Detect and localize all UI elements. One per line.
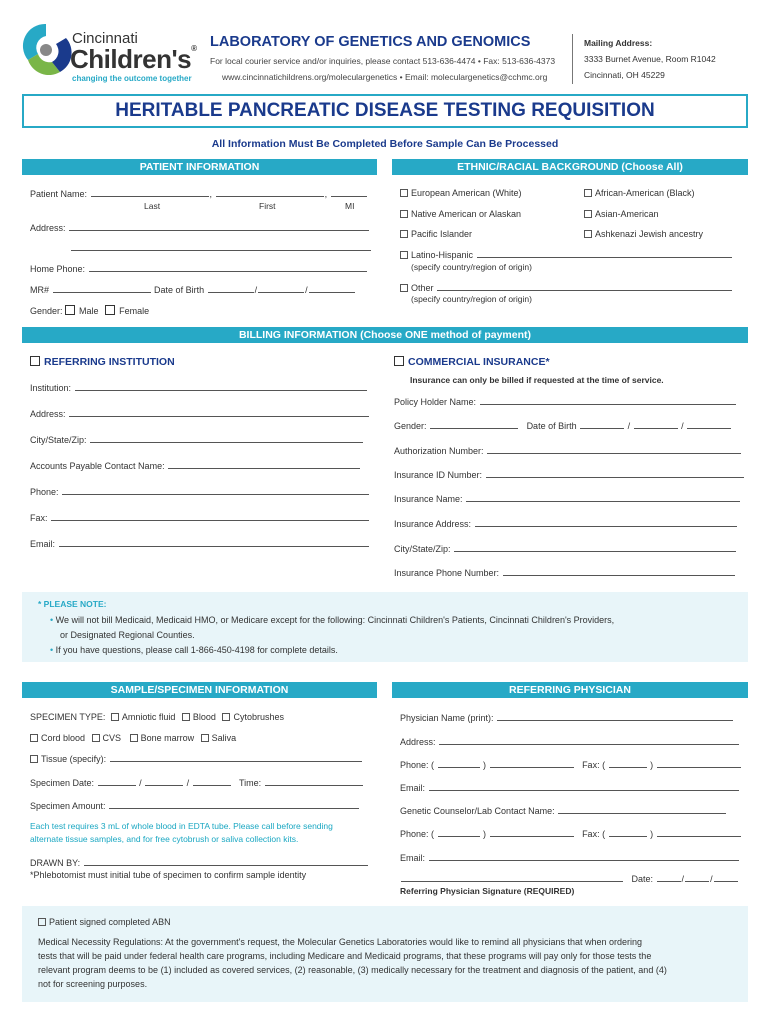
african-option[interactable]: African-American (Black): [584, 188, 695, 198]
commercial-insurance-title[interactable]: COMMERCIAL INSURANCE*: [394, 356, 550, 368]
drawn-by-field[interactable]: DRAWN BY:: [30, 857, 369, 868]
bill-phone-field[interactable]: Phone:: [30, 486, 370, 497]
bill-city-field[interactable]: City/State/Zip:: [30, 434, 364, 445]
european-option[interactable]: European American (White): [400, 188, 522, 198]
mailing-line2: Cincinnati, OH 45229: [584, 70, 665, 80]
patient-last-label: Last: [144, 201, 161, 211]
signature-date-field[interactable]: Date: / /: [400, 873, 739, 884]
mr-dob-field[interactable]: MR# Date of Birth / /: [30, 284, 356, 295]
patient-info-header: PATIENT INFORMATION: [22, 159, 377, 175]
referring-institution-title[interactable]: REFERRING INSTITUTION: [30, 356, 175, 368]
home-phone-field[interactable]: Home Phone:: [30, 263, 368, 274]
other-option[interactable]: Other: [400, 282, 733, 293]
note-bullet2: • If you have questions, please call 1-866-450-4198 for complete details.: [50, 645, 338, 655]
physician-header: REFERRING PHYSICIAN: [392, 682, 748, 698]
mailing-line1: 3333 Burnet Avenue, Room R1042: [584, 54, 716, 64]
physician-email-field[interactable]: Email:: [400, 782, 740, 793]
specimen-type-row1[interactable]: SPECIMEN TYPE: Amniotic fluid Blood Cytobrushes: [30, 712, 284, 722]
footer-line2: tests that will be paid under federal health care programs, including Medicare and Medicaid programs, that these programs will pay only for those tests the: [38, 951, 652, 961]
edta-note-line1: Each test requires 3 mL of whole blood in EDTA tube. Please call before sending: [30, 821, 333, 831]
specimen-type-row2[interactable]: Cord blood CVS Bone marrow Saliva: [30, 733, 236, 743]
note-bullet1: • We will not bill Medicaid, Medicaid HMO, or Medicare except for the following: Cincinnati Children's Patients, Cincinnati Children's Providers,: [50, 615, 615, 625]
abn-checkbox[interactable]: Patient signed completed ABN: [38, 917, 171, 927]
edta-note-line2: alternate tissue samples, and for free cytobrush or saliva collection kits.: [30, 834, 299, 844]
web-info: www.cincinnatichildrens.org/moleculargenetics • Email: moleculargenetics@cchmc.org: [222, 72, 548, 82]
pacific-option[interactable]: Pacific Islander: [400, 229, 472, 239]
other-sub: (specify country/region of origin): [411, 294, 532, 304]
physician-name-field[interactable]: Physician Name (print):: [400, 712, 734, 723]
note-bullet1-cont: or Designated Regional Counties.: [60, 630, 195, 640]
form-subtitle: All Information Must Be Completed Before Sample Can Be Processed: [211, 138, 559, 150]
female-checkbox[interactable]: [105, 305, 115, 315]
note-title: * PLEASE NOTE:: [38, 599, 107, 609]
insurance-city-field[interactable]: City/State/Zip:: [394, 543, 737, 554]
commercial-insurance-checkbox[interactable]: [394, 356, 404, 366]
ap-contact-field[interactable]: Accounts Payable Contact Name:: [30, 460, 361, 471]
policy-holder-field[interactable]: Policy Holder Name:: [394, 396, 737, 407]
patient-mi-label: MI: [345, 201, 355, 211]
lab-title: LABORATORY OF GENETICS AND GENOMICS: [210, 34, 531, 50]
ashkenazi-option[interactable]: Ashkenazi Jewish ancestry: [584, 229, 703, 239]
institution-field[interactable]: Institution:: [30, 382, 368, 393]
sample-header: SAMPLE/SPECIMEN INFORMATION: [22, 682, 377, 698]
counselor-phone-fax-field[interactable]: Phone: ( ) Fax: ( ): [400, 828, 742, 839]
authorization-field[interactable]: Authorization Number:: [394, 445, 742, 456]
logo: [20, 20, 200, 82]
courier-info: For local courier service and/or inquiries, please contact 513-636-4474 • Fax: 513-636-4373: [210, 56, 556, 66]
patient-first-label: First: [259, 201, 276, 211]
latino-option[interactable]: Latino-Hispanic: [400, 249, 733, 260]
referring-institution-checkbox[interactable]: [30, 356, 40, 366]
latino-sub: (specify country/region of origin): [411, 262, 532, 272]
native-option[interactable]: Native American or Alaskan: [400, 209, 521, 219]
patient-address-field[interactable]: Address:: [30, 222, 370, 233]
footer-line1: Medical Necessity Regulations: At the government's request, the Molecular Genetics Laboratories would like to remind all physicians that when ordering: [38, 937, 643, 947]
specimen-date-field[interactable]: Specimen Date: / / Time:: [30, 777, 364, 788]
signature-label: Referring Physician Signature (REQUIRED): [400, 886, 575, 896]
bill-address-field[interactable]: Address:: [30, 408, 370, 419]
footer-line3: relevant program deems to be (1) included as covered services, (2) reasonable, (3) medically necessary for the treatment and diagnosis of the patient, and (4): [38, 965, 667, 975]
physician-phone-fax-field[interactable]: Phone: ( ) Fax: ( ): [400, 759, 742, 770]
counselor-email-field[interactable]: Email:: [400, 852, 740, 863]
insurance-phone-field[interactable]: Insurance Phone Number:: [394, 567, 736, 578]
logo-mark-icon: [20, 20, 72, 80]
insured-gender-dob-field[interactable]: Gender: Date of Birth / /: [394, 420, 732, 431]
bill-email-field[interactable]: Email:: [30, 538, 370, 549]
billing-header: BILLING INFORMATION (Choose ONE method of payment): [22, 327, 748, 343]
footer-line4: not for screening purposes.: [38, 979, 148, 989]
ethnic-header: ETHNIC/RACIAL BACKGROUND (Choose All): [392, 159, 748, 175]
tissue-field[interactable]: Tissue (specify):: [30, 753, 363, 764]
asian-option[interactable]: Asian-American: [584, 209, 659, 219]
logo-line1: Cincinnati: [72, 30, 138, 47]
counselor-field[interactable]: Genetic Counselor/Lab Contact Name:: [400, 805, 727, 816]
male-checkbox[interactable]: [65, 305, 75, 315]
patient-address-line2[interactable]: [70, 242, 372, 253]
insurance-note: Insurance can only be billed if requested at the time of service.: [410, 375, 664, 385]
bill-fax-field[interactable]: Fax:: [30, 512, 370, 523]
mailing-title: Mailing Address:: [584, 38, 653, 48]
logo-line2: Children's®: [70, 44, 197, 74]
phlebotomist-note: *Phlebotomist must initial tube of specimen to confirm sample identity: [30, 870, 307, 880]
specimen-amount-field[interactable]: Specimen Amount:: [30, 800, 360, 811]
insurance-address-field[interactable]: Insurance Address:: [394, 518, 738, 529]
gender-field[interactable]: Gender: Male Female: [30, 306, 150, 316]
patient-name-field[interactable]: Patient Name: , ,: [30, 188, 368, 199]
form-title: HERITABLE PANCREATIC DISEASE TESTING REQUISITION: [115, 100, 655, 121]
logo-tagline: changing the outcome together: [72, 74, 192, 83]
header-divider: [572, 34, 573, 84]
physician-address-field[interactable]: Address:: [400, 736, 740, 747]
insurance-id-field[interactable]: Insurance ID Number:: [394, 469, 745, 480]
insurance-name-field[interactable]: Insurance Name:: [394, 493, 741, 504]
